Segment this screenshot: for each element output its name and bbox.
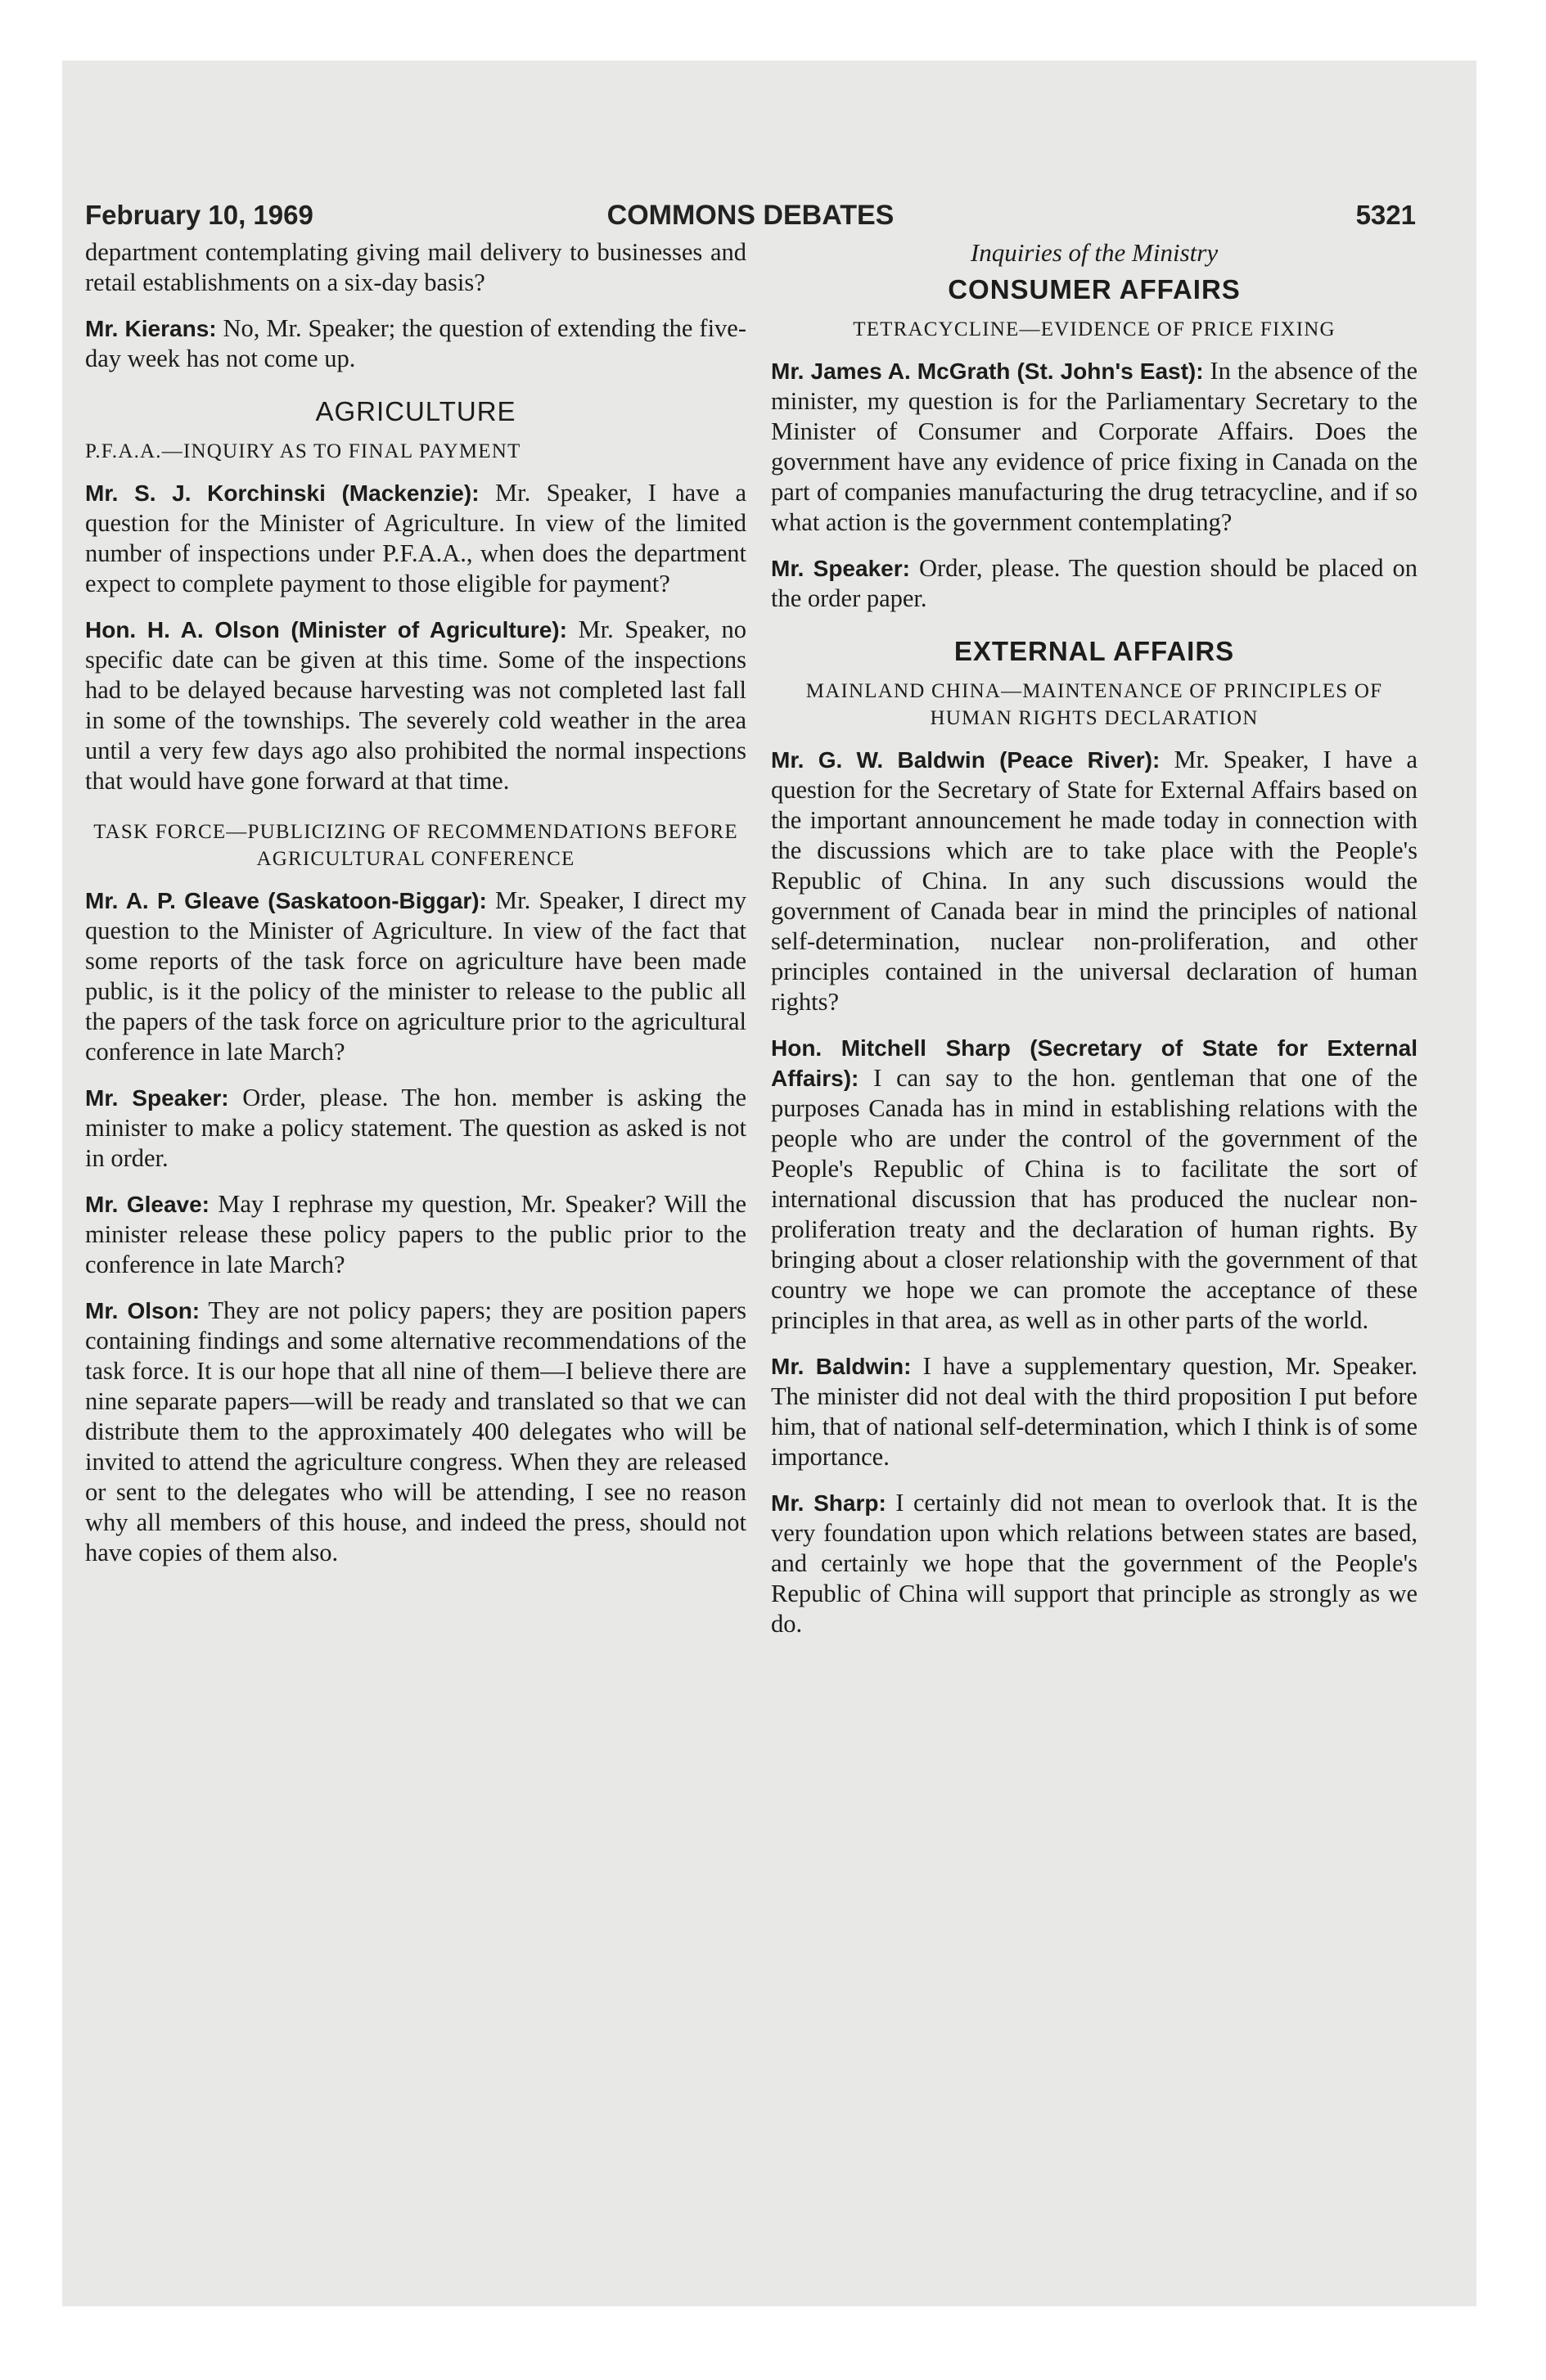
header-date: February 10, 1969 [85,200,313,230]
speaker-name: Mr. Sharp: [771,1490,886,1516]
paragraph: Mr. Speaker: Order, please. The question should be placed on the order paper. [771,554,1418,612]
paragraph: Mr. G. W. Baldwin (Peace River): Mr. Speaker, I have a question for the Secretary of State for External Affairs based on the important announcement he made today in connection with the discussions which are to take place with the People's Republic of China. In any such discussions would the government of Canada bear in mind the principles of national self-determination, nuclear non-proliferation, and other principles contained in the universal declaration of human rights? [771,746,1418,1016]
paragraph: Hon. Mitchell Sharp (Secretary of State for External Affairs): I can say to the hon. gentleman that one of the purposes Canada has in mind in establishing relations with the people who are under the control of the government of the People's Republic of China is to facilitate the sort of international discussion that has produced the nuclear non-proliferation treaty and the declaration of human rights. By bringing about a closer relationship with the government of that country we hope we can promote the acceptance of these principles in that area, as well as in other parts of the world. [771,1035,1418,1334]
subsection-heading: MAINLAND CHINA—MAINTENANCE OF PRINCIPLES OF HUMAN RIGHTS DECLARATION [805,680,1383,729]
speaker-name: Mr. James A. McGrath (St. John's East): [771,358,1204,384]
left-column [85,237,746,1584]
paragraph: Mr. Speaker: Order, please. The hon. member is asking the minister to make a policy statement. The question as asked is not in order. [85,1084,746,1172]
paragraph: Mr. S. J. Korchinski (Mackenzie): Mr. Speaker, I have a question for the Minister of Agriculture. In view of the limited number of inspections under P.F.A.A., when does the department expect to complete payment to those eligible for payment? [85,479,746,597]
paragraph: Mr. Kierans: No, Mr. Speaker; the question of extending the five-day week has not come up. [85,314,746,372]
section-heading: AGRICULTURE [315,396,516,426]
subsection-heading: TETRACYCLINE—EVIDENCE OF PRICE FIXING [853,318,1336,340]
paragraph: Mr. James A. McGrath (St. John's East): In the absence of the minister, my question is for the Parliamentary Secretary to the Minister of Consumer and Corporate Affairs. Does the government have any evidence of price fixing in Canada on the part of companies manufacturing the drug tetracycline, and if so what action is the government contemplating? [771,357,1418,536]
page-header [85,200,1416,242]
speaker-name: Mr. Olson: [85,1298,201,1323]
paragraph: Mr. Baldwin: I have a supplementary question, Mr. Speaker. The minister did not deal with the third proposition I put before him, that of national self-determination, which I think is of some importance. [771,1352,1418,1471]
paragraph: Hon. H. A. Olson (Minister of Agriculture): Mr. Speaker, no specific date can be given at this time. Some of the inspections had to be delayed because harvesting was not completed last fall in some of the townships. The severely cold weather in the area until a very few days ago also prohibited the normal inspections that would have gone forward at that time. [85,615,747,795]
speaker-name: Mr. Speaker: [85,1085,229,1111]
speaker-name: Mr. Gleave: [85,1192,210,1217]
speaker-name: Mr. Kierans: [85,316,217,341]
speaker-name: Mr. Speaker: [771,556,910,581]
header-page-number: 5321 [1355,200,1416,230]
header-journal-title: COMMONS DEBATES [606,200,895,231]
section-heading: CONSUMER AFFAIRS [948,274,1241,304]
speaker-name: Hon. H. A. Olson (Minister of Agriculture): [85,617,567,642]
speaker-name: Mr. Baldwin: [771,1354,912,1379]
speaker-name: Mr. S. J. Korchinski (Mackenzie): [85,480,480,506]
speaker-name: Hon. Mitchell Sharp (Secretary of State for External Affairs): [771,1035,1418,1091]
paragraph: department contemplating giving mail delivery to businesses and retail establishments on a six-day basis? [85,238,746,296]
section-heading: EXTERNAL AFFAIRS [953,636,1235,666]
speaker-name: Mr. A. P. Gleave (Saskatoon-Biggar): [85,888,487,913]
right-column [771,237,1418,1655]
paragraph: Mr. Olson: They are not policy papers; they are position papers containing findings and some alternative recommendations of the task force. It is our hope that all nine of them—I believe there are nine separate papers—will be ready and translated so that we can distribute them to the approximately 400 delegates who will be invited to attend the agriculture congress. When they are released or sent to the delegates who will be attending, I see no reason why all members of this house, and indeed the press, should not have copies of them also. [85,1296,746,1566]
section-banner: Inquiries of the Ministry [970,238,1219,267]
subsection-heading: TASK FORCE—PUBLICIZING OF RECOMMENDATIONS BEFORE AGRICULTURAL CONFERENCE [93,821,738,870]
subsection-heading: P.F.A.A.—INQUIRY AS TO FINAL PAYMENT [85,440,521,462]
speaker-name: Mr. G. W. Baldwin (Peace River): [771,747,1161,773]
paragraph: Mr. Sharp: I certainly did not mean to overlook that. It is the very foundation upon which relations between states are based, and certainly we hope that the government of the People's Republic of China will support that principle as strongly as we do. [771,1489,1418,1638]
paragraph: Mr. Gleave: May I rephrase my question, Mr. Speaker? Will the minister release these policy papers to the public prior to the conference in late March? [85,1190,747,1278]
paragraph: Mr. A. P. Gleave (Saskatoon-Biggar): Mr. Speaker, I direct my question to the Minister of Agriculture. In view of the fact that some reports of the task force on agriculture have been made public, is it the policy of the minister to release to the public all the papers of the task force on agriculture prior to the agricultural conference in late March? [85,886,746,1066]
